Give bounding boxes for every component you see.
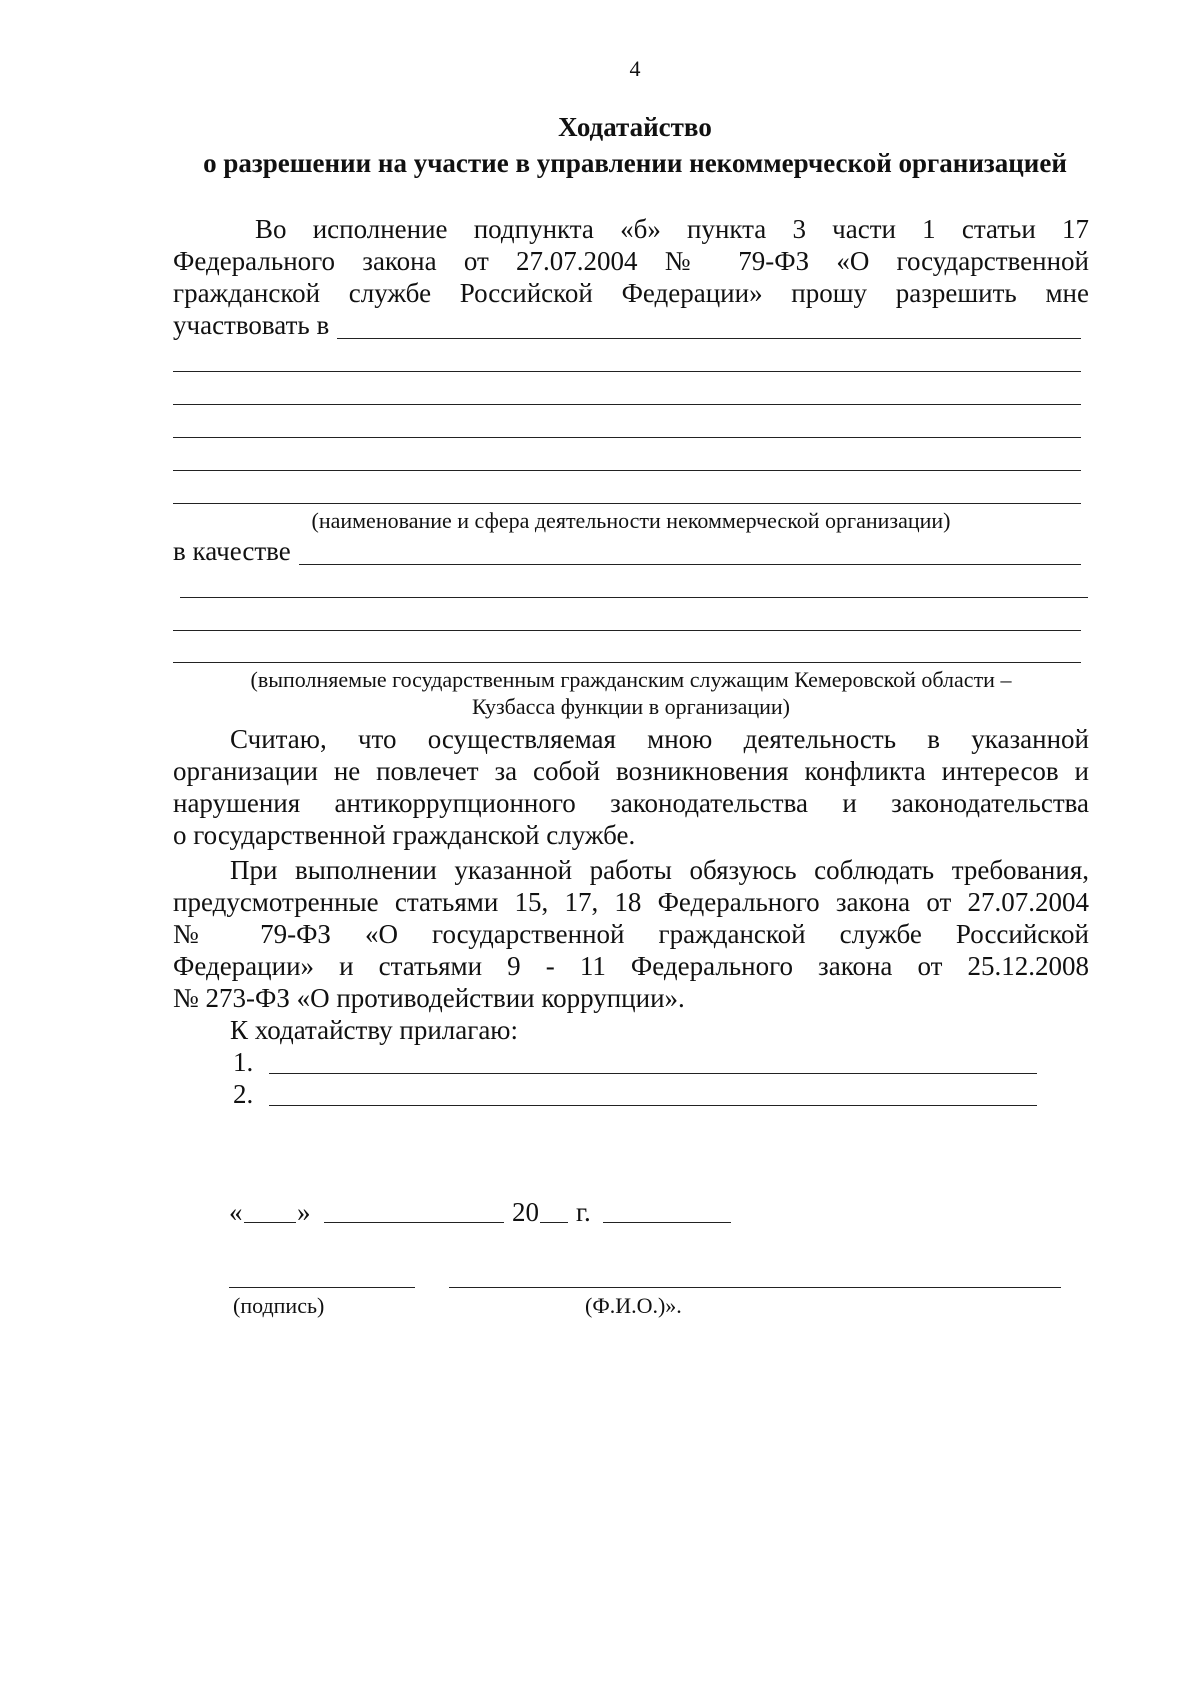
org-name-blank-1[interactable] (337, 338, 1081, 339)
paragraph2-line4: о государственной гражданской службе. (173, 820, 636, 850)
paragraph3-line3: № 79-ФЗ «О государственной гражданской службе Российской (173, 919, 1089, 949)
paragraph2-line1: Считаю, что осуществляемая мною деятельность в указанной (230, 724, 1089, 754)
document-subtitle: о разрешении на участие в управлении некоммерческой организацией (203, 148, 1067, 178)
org-name-blank-5[interactable] (173, 470, 1081, 471)
paragraph2-line3: нарушения антикоррупционного законодательства и законодательства (173, 788, 1089, 818)
year-prefix: 20 (512, 1197, 539, 1227)
date-extra-blank[interactable] (603, 1222, 731, 1223)
attachment-number-2: 2. (233, 1079, 254, 1109)
paragraph3-line2: предусмотренные статьями 15, 17, 18 Федерального закона от 27.07.2004 (173, 887, 1089, 917)
org-name-blank-6[interactable] (173, 503, 1081, 504)
signature-blank[interactable] (229, 1287, 415, 1288)
capacity-blank-2[interactable] (180, 597, 1088, 598)
functions-caption-line1: (выполняемые государственным гражданским служащим Кемеровской области – (250, 667, 1012, 692)
capacity-blank-3[interactable] (173, 630, 1081, 631)
paragraph2-line2: организации не повлечет за собой возникновения конфликта интересов и (173, 756, 1089, 786)
signature-caption: (подпись) (233, 1293, 325, 1318)
year-suffix: г. (576, 1197, 591, 1227)
month-blank[interactable] (324, 1222, 504, 1223)
paragraph3-line5: № 273-ФЗ «О противодействии коррупции». (173, 983, 685, 1013)
date-open-quote: « (229, 1197, 243, 1227)
org-name-blank-2[interactable] (173, 371, 1081, 372)
paragraph3-line1: При выполнении указанной работы обязуюсь соблюдать требования, (230, 855, 1089, 885)
paragraph3-line4: Федерации» и статьями 9 - 11 Федерального закона от 25.12.2008 (173, 951, 1089, 981)
capacity-blank-4[interactable] (173, 662, 1081, 663)
org-name-blank-4[interactable] (173, 437, 1081, 438)
fio-caption: (Ф.И.О.)». (585, 1293, 682, 1318)
attachment-blank-1[interactable] (269, 1073, 1037, 1074)
day-blank[interactable] (244, 1222, 296, 1223)
capacity-blank-1[interactable] (299, 564, 1081, 565)
paragraph1-line1: Во исполнение подпункта «б» пункта 3 части 1 статьи 17 (255, 214, 1089, 244)
org-name-caption: (наименование и сфера деятельности некоммерческой организации) (311, 508, 951, 533)
functions-caption-line2: Кузбасса функции в организации) (471, 694, 791, 719)
document-title: Ходатайство (558, 112, 712, 142)
page-number: 4 (629, 56, 641, 81)
fio-blank[interactable] (449, 1287, 1061, 1288)
paragraph1-line2: Федерального закона от 27.07.2004 № 79-ФЗ «О государственной (173, 246, 1089, 276)
attachment-blank-2[interactable] (269, 1105, 1037, 1106)
org-name-blank-3[interactable] (173, 404, 1081, 405)
date-close-quote: » (297, 1197, 311, 1227)
in-capacity-label: в качестве (173, 536, 291, 566)
paragraph1-line3: гражданской службе Российской Федерации» прошу разрешить мне (173, 278, 1089, 308)
year-blank[interactable] (540, 1222, 568, 1223)
attachments-label: К ходатайству прилагаю: (230, 1015, 518, 1045)
attachment-number-1: 1. (233, 1047, 254, 1077)
participate-in-label: участвовать в (173, 310, 330, 340)
